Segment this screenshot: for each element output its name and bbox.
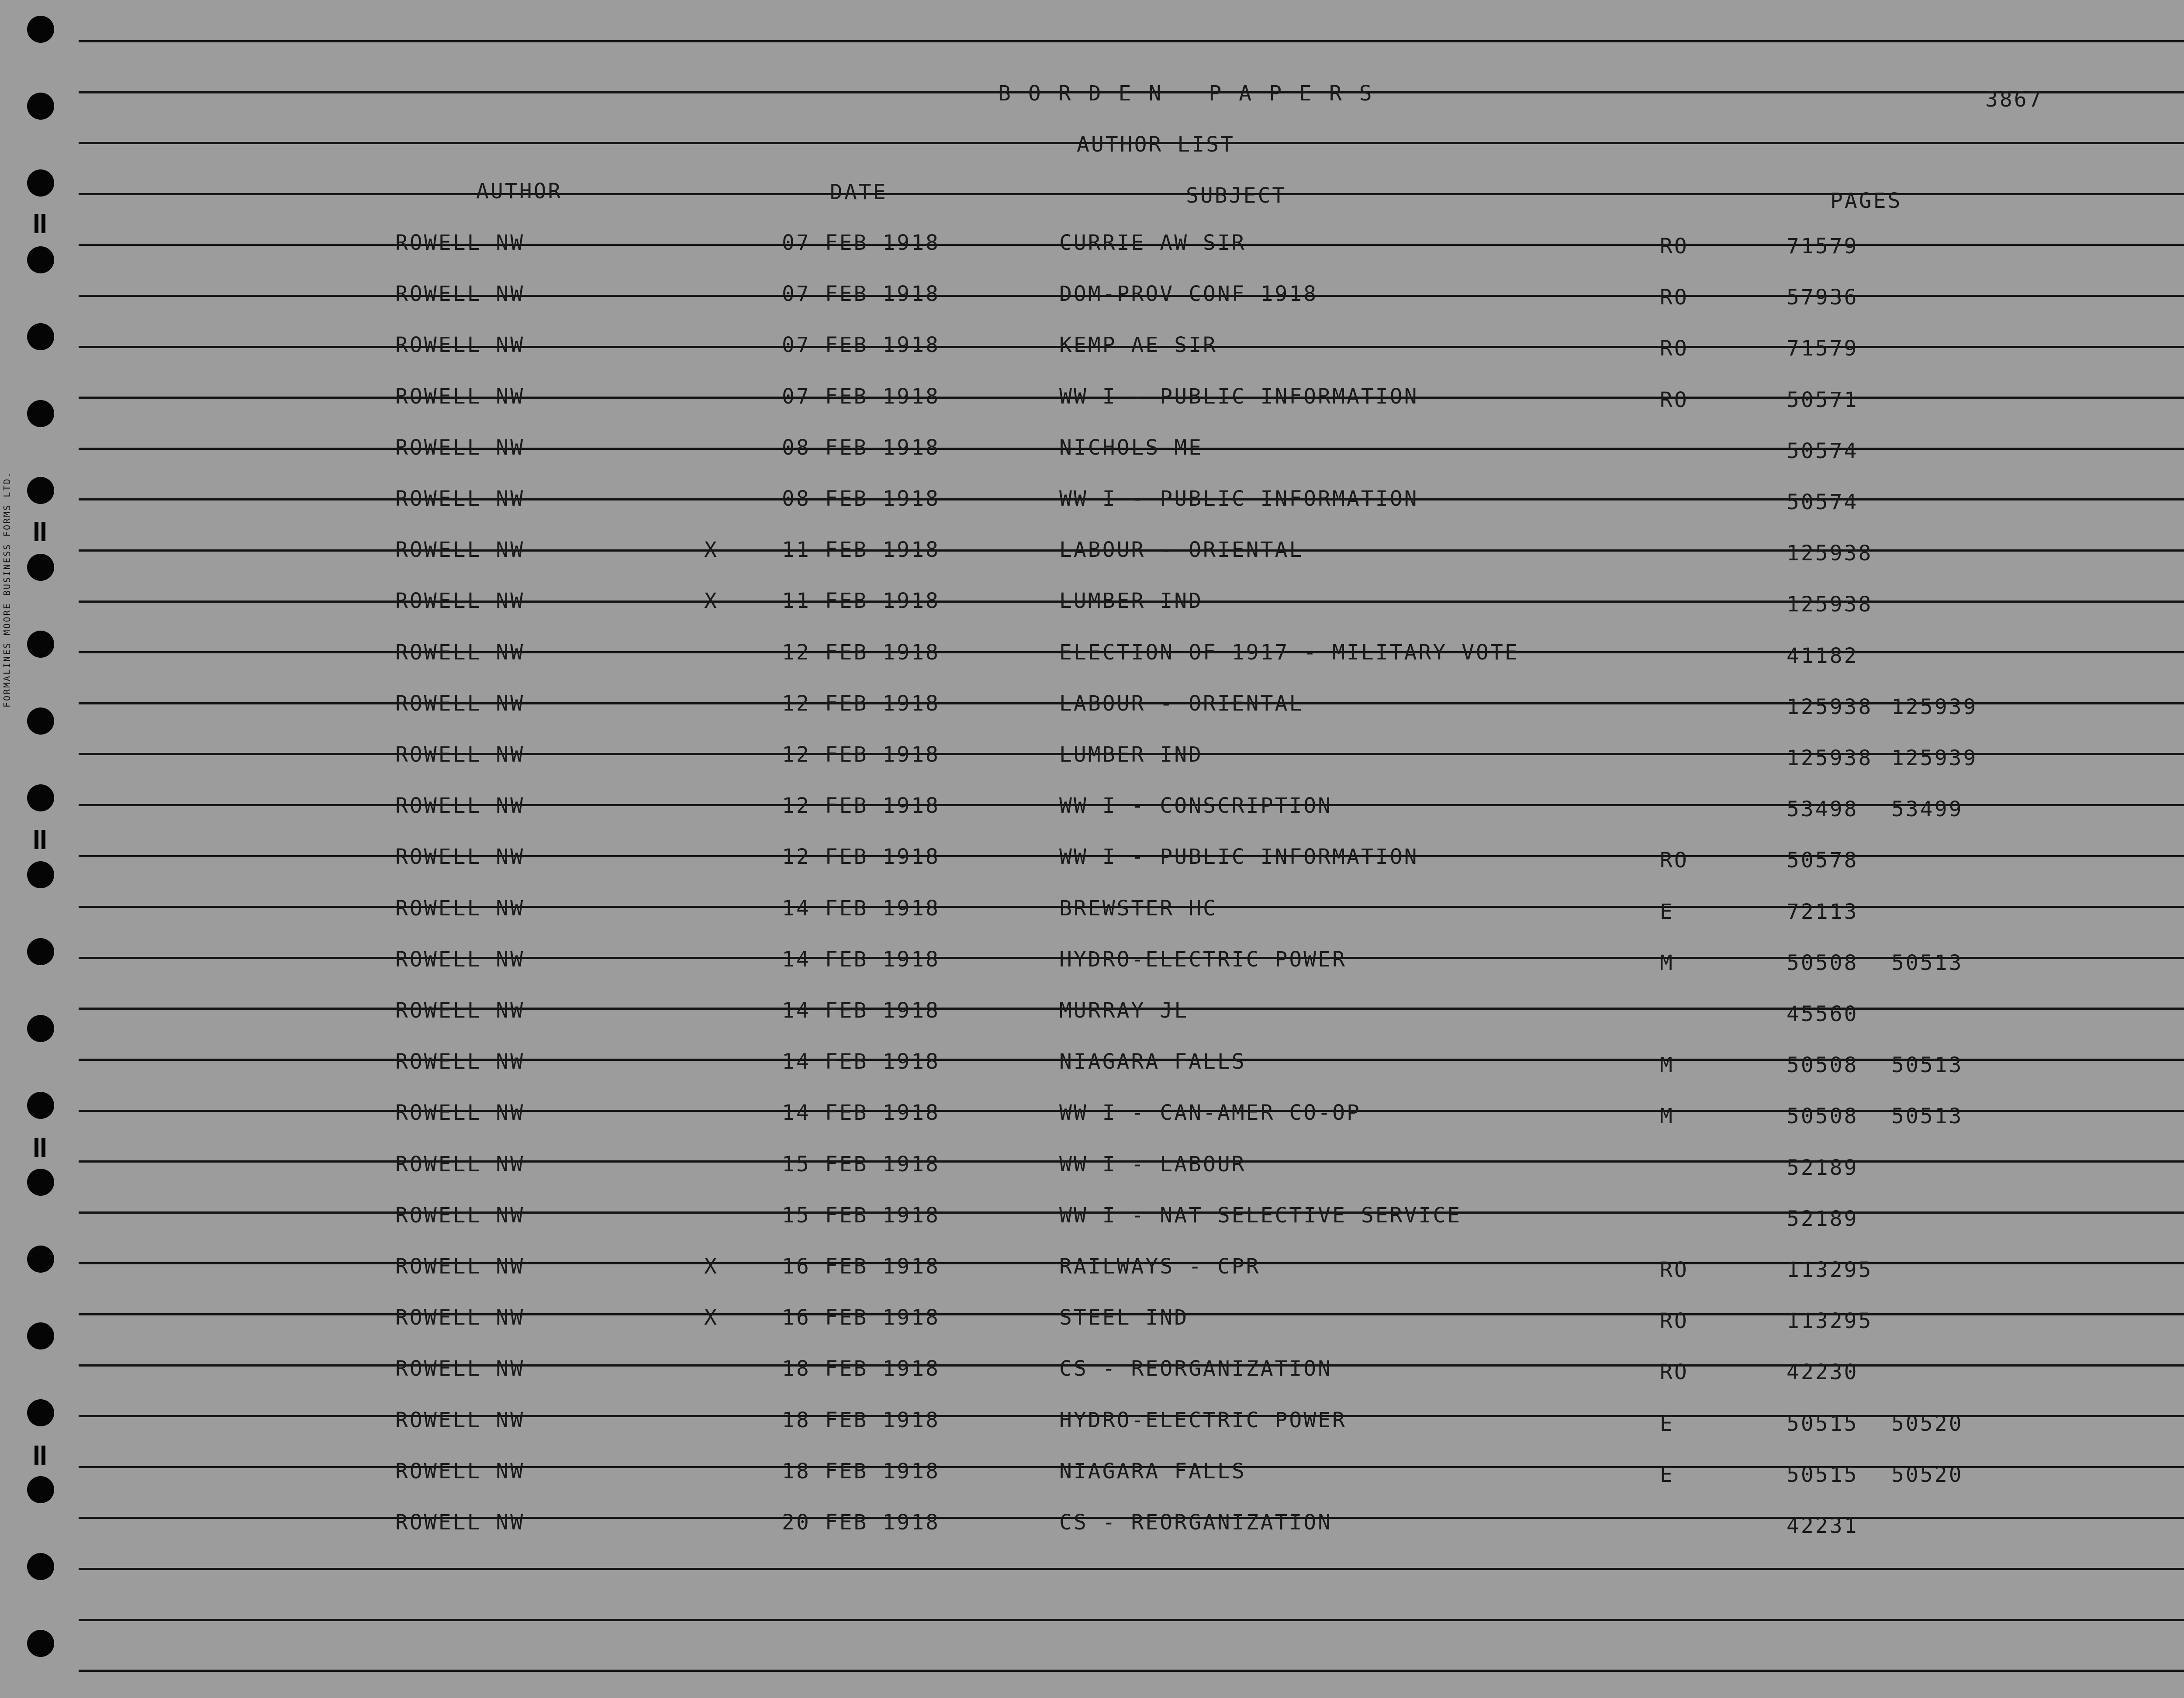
page-cell-1: 42231	[1787, 1514, 1859, 1538]
perforation-tick	[33, 1446, 48, 1465]
subject-cell: HYDRO-ELECTRIC POWER	[1059, 1408, 1347, 1432]
subject-cell: LABOUR - ORIENTAL	[1059, 538, 1304, 562]
feed-hole	[27, 708, 54, 735]
author-cell: ROWELL NW	[395, 1254, 525, 1279]
author-cell: ROWELL NW	[395, 691, 525, 716]
page-cell-2: 50520	[1891, 1463, 1963, 1487]
author-cell: ROWELL NW	[395, 1510, 525, 1535]
date-cell: 14 FEB 1918	[782, 1049, 940, 1074]
author-cell: ROWELL NW	[395, 794, 525, 818]
author-cell: ROWELL NW	[395, 1203, 525, 1228]
page-cell-1: 45560	[1787, 1002, 1859, 1026]
author-cell: ROWELL NW	[395, 435, 525, 460]
page-cell-1: 125938	[1787, 695, 1873, 719]
page-cell-1: 71579	[1787, 336, 1859, 361]
subject-cell: RAILWAYS - CPR	[1059, 1254, 1261, 1279]
date-cell: 16 FEB 1918	[782, 1305, 940, 1330]
subject-cell: NICHOLS ME	[1059, 435, 1203, 460]
perforation-tick	[33, 214, 48, 233]
author-cell: ROWELL NW	[395, 998, 525, 1023]
feed-hole	[27, 938, 54, 965]
rule-line	[79, 40, 2184, 42]
date-cell: 07 FEB 1918	[782, 333, 940, 357]
page-cell-2: 50513	[1891, 951, 1963, 975]
page-cell-1: 125938	[1787, 746, 1873, 770]
subject-cell: WW I - CONSCRIPTION	[1059, 794, 1333, 818]
author-cell: ROWELL NW	[395, 487, 525, 511]
code-cell: RO	[1660, 848, 1689, 873]
subject-cell: WW I - PUBLIC INFORMATION	[1059, 845, 1419, 869]
page-cell-1: 42230	[1787, 1360, 1859, 1384]
page-cell-1: 50515	[1787, 1463, 1859, 1487]
date-cell: 16 FEB 1918	[782, 1254, 940, 1279]
perforation-tick	[33, 1138, 48, 1157]
page-cell-1: 52189	[1787, 1207, 1859, 1231]
date-cell: 18 FEB 1918	[782, 1408, 940, 1432]
code-cell: E	[1660, 1412, 1674, 1436]
code-cell: M	[1660, 1053, 1674, 1077]
subject-cell: LUMBER IND	[1059, 589, 1203, 613]
page-cell-1: 50571	[1787, 388, 1859, 412]
feed-hole	[27, 93, 54, 120]
feed-hole	[27, 169, 54, 197]
feed-hole	[27, 784, 54, 811]
author-cell: ROWELL NW	[395, 1356, 525, 1381]
page-cell-1: 50508	[1787, 1104, 1859, 1129]
author-cell: ROWELL NW	[395, 896, 525, 921]
rule-line	[79, 1670, 2184, 1672]
subject-cell: LUMBER IND	[1059, 742, 1203, 767]
page-cell-2: 50513	[1891, 1053, 1963, 1077]
code-cell: RO	[1660, 388, 1689, 412]
author-cell: ROWELL NW	[395, 282, 525, 306]
feed-hole	[27, 1399, 54, 1426]
author-cell: ROWELL NW	[395, 1305, 525, 1330]
mark-cell: X	[704, 538, 719, 562]
mark-cell: X	[704, 1305, 719, 1330]
author-cell: ROWELL NW	[395, 384, 525, 409]
mark-cell: X	[704, 589, 719, 613]
date-cell: 12 FEB 1918	[782, 742, 940, 767]
rule-line	[79, 1568, 2184, 1570]
perforation-tick	[33, 522, 48, 541]
subject-cell: WW I - PUBLIC INFORMATION	[1059, 487, 1419, 511]
author-cell: ROWELL NW	[395, 1049, 525, 1074]
code-cell: E	[1660, 1463, 1674, 1487]
page-cell-1: 50508	[1787, 1053, 1859, 1077]
code-cell: RO	[1660, 1360, 1689, 1384]
date-cell: 14 FEB 1918	[782, 896, 940, 921]
date-cell: 15 FEB 1918	[782, 1203, 940, 1228]
page-cell-2: 50513	[1891, 1104, 1963, 1129]
author-cell: ROWELL NW	[395, 589, 525, 613]
code-cell: M	[1660, 951, 1674, 975]
column-header-author: AUTHOR	[476, 179, 563, 204]
date-cell: 07 FEB 1918	[782, 231, 940, 255]
author-cell: ROWELL NW	[395, 742, 525, 767]
subject-cell: KEMP AE SIR	[1059, 333, 1217, 357]
feed-hole	[27, 477, 54, 504]
feed-hole	[27, 1476, 54, 1503]
subject-cell: HYDRO-ELECTRIC POWER	[1059, 947, 1347, 972]
date-cell: 07 FEB 1918	[782, 282, 940, 306]
author-cell: ROWELL NW	[395, 1101, 525, 1125]
author-cell: ROWELL NW	[395, 1408, 525, 1432]
document-title: BORDEN PAPERS	[998, 81, 1389, 106]
date-cell: 12 FEB 1918	[782, 845, 940, 869]
page-cell-1: 72113	[1787, 900, 1859, 924]
page-cell-1: 125938	[1787, 541, 1873, 566]
author-cell: ROWELL NW	[395, 231, 525, 255]
subject-cell: CS - REORGANIZATION	[1059, 1510, 1333, 1535]
date-cell: 18 FEB 1918	[782, 1459, 940, 1484]
feed-hole	[27, 1553, 54, 1580]
code-cell: RO	[1660, 336, 1689, 361]
feed-hole	[27, 554, 54, 581]
feed-hole	[27, 323, 54, 350]
subject-cell: NIAGARA FALLS	[1059, 1049, 1246, 1074]
page-cell-1: 50574	[1787, 439, 1859, 463]
page-cell-1: 50578	[1787, 848, 1859, 873]
date-cell: 20 FEB 1918	[782, 1510, 940, 1535]
feed-hole	[27, 1630, 54, 1657]
subject-cell: DOM-PROV CONF 1918	[1059, 282, 1318, 306]
date-cell: 14 FEB 1918	[782, 998, 940, 1023]
subject-cell: WW I - PUBLIC INFORMATION	[1059, 384, 1419, 409]
code-cell: RO	[1660, 285, 1689, 310]
page-cell-1: 50515	[1787, 1412, 1859, 1436]
date-cell: 07 FEB 1918	[782, 384, 940, 409]
page-cell-1: 125938	[1787, 592, 1873, 617]
feed-hole	[27, 246, 54, 273]
code-cell: M	[1660, 1104, 1674, 1129]
subject-cell: CS - REORGANIZATION	[1059, 1356, 1333, 1381]
code-cell: RO	[1660, 1258, 1689, 1282]
page-cell-1: 57936	[1787, 285, 1859, 310]
date-cell: 08 FEB 1918	[782, 487, 940, 511]
page-cell-2: 125939	[1891, 695, 1978, 719]
subject-cell: CURRIE AW SIR	[1059, 231, 1246, 255]
feed-hole	[27, 16, 54, 43]
page-cell-2: 53499	[1891, 797, 1963, 821]
author-cell: ROWELL NW	[395, 845, 525, 869]
feed-hole	[27, 400, 54, 427]
page-cell-1: 41182	[1787, 644, 1859, 668]
date-cell: 08 FEB 1918	[782, 435, 940, 460]
author-cell: ROWELL NW	[395, 333, 525, 357]
column-header-subject: SUBJECT	[1186, 183, 1287, 208]
subject-cell: LABOUR - ORIENTAL	[1059, 691, 1304, 716]
feed-hole	[27, 1246, 54, 1273]
date-cell: 11 FEB 1918	[782, 538, 940, 562]
page-cell-2: 125939	[1891, 746, 1978, 770]
feed-hole	[27, 1169, 54, 1196]
subject-cell: WW I - CAN-AMER CO-OP	[1059, 1101, 1361, 1125]
subject-cell: WW I - LABOUR	[1059, 1152, 1246, 1177]
feed-hole	[27, 1092, 54, 1119]
page-cell-1: 71579	[1787, 234, 1859, 259]
date-cell: 14 FEB 1918	[782, 1101, 940, 1125]
author-cell: ROWELL NW	[395, 1459, 525, 1484]
page-cell-1: 53498	[1787, 797, 1859, 821]
page-cell-1: 52189	[1787, 1156, 1859, 1180]
feed-hole	[27, 1322, 54, 1349]
code-cell: RO	[1660, 1309, 1689, 1333]
date-cell: 14 FEB 1918	[782, 947, 940, 972]
column-header-date: DATE	[830, 180, 888, 204]
date-cell: 12 FEB 1918	[782, 640, 940, 665]
code-cell: E	[1660, 900, 1674, 924]
code-cell: RO	[1660, 234, 1689, 259]
subject-cell: NIAGARA FALLS	[1059, 1459, 1246, 1484]
subject-cell: ELECTION OF 1917 - MILITARY VOTE	[1059, 640, 1519, 665]
date-cell: 12 FEB 1918	[782, 691, 940, 716]
author-cell: ROWELL NW	[395, 538, 525, 562]
author-cell: ROWELL NW	[395, 640, 525, 665]
page-cell-2: 50520	[1891, 1412, 1963, 1436]
page-cell-1: 50508	[1787, 951, 1859, 975]
column-header-pages: PAGES	[1830, 189, 1902, 213]
list-subtitle: AUTHOR LIST	[1077, 132, 1235, 157]
subject-cell: MURRAY JL	[1059, 998, 1189, 1023]
date-cell: 11 FEB 1918	[782, 589, 940, 613]
rule-line	[79, 1619, 2184, 1621]
author-cell: ROWELL NW	[395, 1152, 525, 1177]
page-cell-1: 113295	[1787, 1258, 1873, 1282]
page-number: 3867	[1985, 87, 2043, 112]
date-cell: 18 FEB 1918	[782, 1356, 940, 1381]
feed-hole	[27, 631, 54, 658]
date-cell: 12 FEB 1918	[782, 794, 940, 818]
author-cell: ROWELL NW	[395, 947, 525, 972]
date-cell: 15 FEB 1918	[782, 1152, 940, 1177]
subject-cell: WW I - NAT SELECTIVE SERVICE	[1059, 1203, 1462, 1228]
feed-hole	[27, 861, 54, 888]
page-cell-1: 113295	[1787, 1309, 1873, 1333]
perforation-tick	[33, 830, 48, 849]
subject-cell: STEEL IND	[1059, 1305, 1189, 1330]
page-cell-1: 50574	[1787, 490, 1859, 514]
mark-cell: X	[704, 1254, 719, 1279]
side-print-text: FORMALINES MOORE BUSINESS FORMS LTD.	[2, 471, 12, 708]
subject-cell: BREWSTER HC	[1059, 896, 1217, 921]
feed-hole	[27, 1015, 54, 1042]
